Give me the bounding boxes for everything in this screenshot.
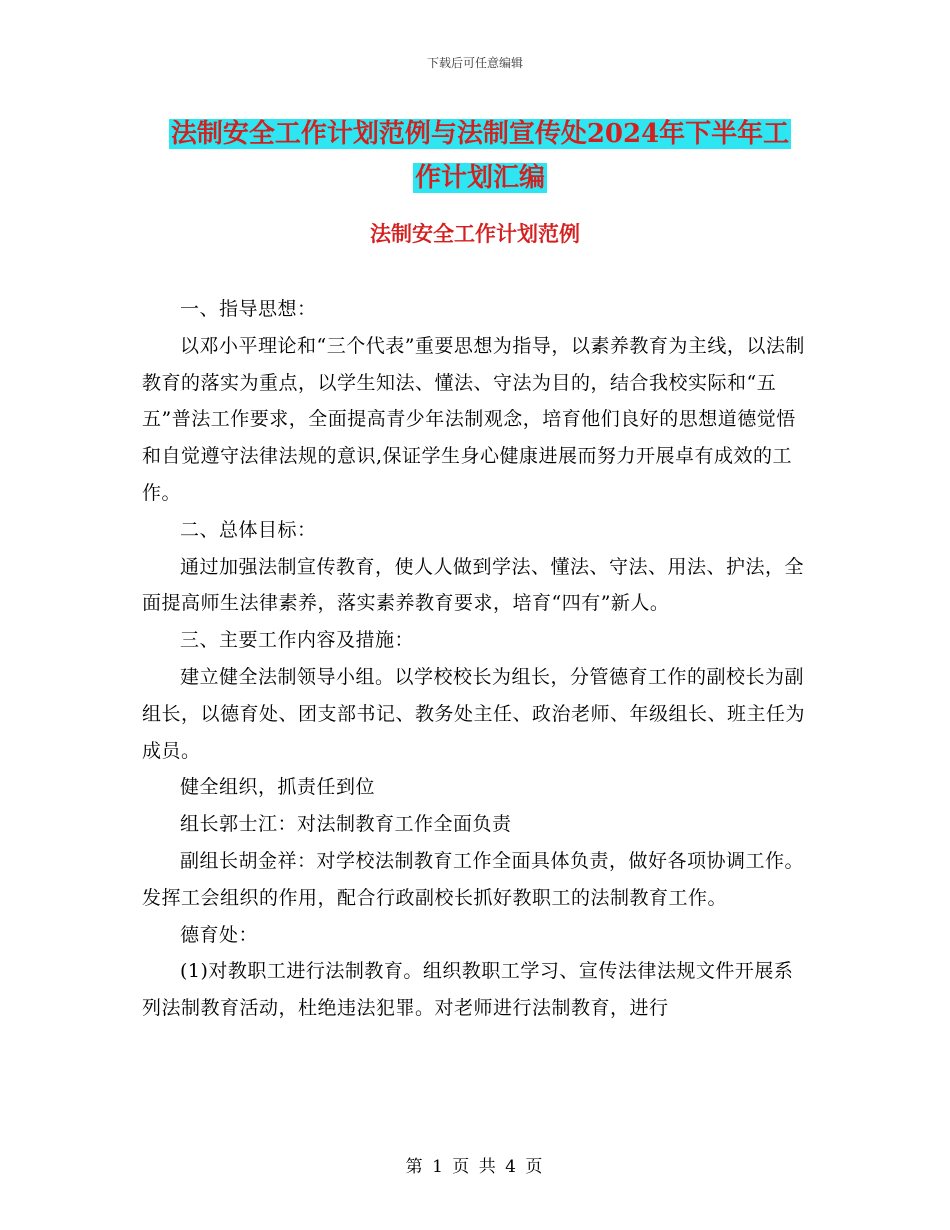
paragraph: 通过加强法制宣传教育，使人人做到学法、懂法、守法、用法、护法，全面提高师生法律素养，落实素养教育要求，培育“四有”新人。 xyxy=(142,555,805,615)
paragraph: 以邓小平理论和“三个代表”重要思想为指导，以素养教育为主线，以法制教育的落实为重点，以学生知法、懂法、守法为目的，结合我校实际和“五五”普法工作要求，全面提高青少年法制观念，培育他们良好的思想道德觉悟和自觉遵守法律法规的意识,保证学生身心健康进展而努力开展卓有成效的工作。 xyxy=(142,334,805,504)
title-highlight-1: 法制安全工作计划范例与法制宣传处2024年下半年工 xyxy=(170,119,790,149)
paragraph: 副组长胡金祥：对学校法制教育工作全面具体负责，做好各项协调工作。发挥工会组织的作用，配合行政副校长抓好教职工的法制教育工作。 xyxy=(142,849,805,909)
header-note: 下载后可任意编辑 xyxy=(426,56,523,70)
document-title-line-2 xyxy=(140,156,820,200)
document-title-line-1 xyxy=(140,112,820,156)
paragraph-heading-1: 一、指导思想： xyxy=(180,298,317,320)
paragraph: 建立健全法制领导小组。以学校校长为组长，分管德育工作的副校长为副组长，以德育处、团支部书记、教务处主任、政治老师、年级组长、班主任为成员。 xyxy=(142,665,806,762)
paragraph: 健全组织，抓责任到位 xyxy=(180,776,376,799)
paragraph-heading-2: 二、总体目标： xyxy=(180,518,317,541)
paragraph: (1)对教职工进行法制教育。组织教职工学习、宣传法律法规文件开展系列法制教育活动，杜绝违法犯罪。对老师进行法制教育，进行 xyxy=(142,960,794,1020)
paragraph: 组长郭士江：对法制教育工作全面负责 xyxy=(180,813,512,836)
section-title: 法制安全工作计划范例 xyxy=(370,221,580,246)
paragraph: 德育处： xyxy=(180,923,259,946)
document-title xyxy=(140,112,820,200)
paragraph-heading-3: 三、主要工作内容及措施： xyxy=(180,629,415,652)
page-footer: 第 1 页 共 4 页 xyxy=(405,1157,545,1177)
body-text xyxy=(142,291,806,1027)
title-highlight-2: 作计划汇编 xyxy=(414,163,545,193)
